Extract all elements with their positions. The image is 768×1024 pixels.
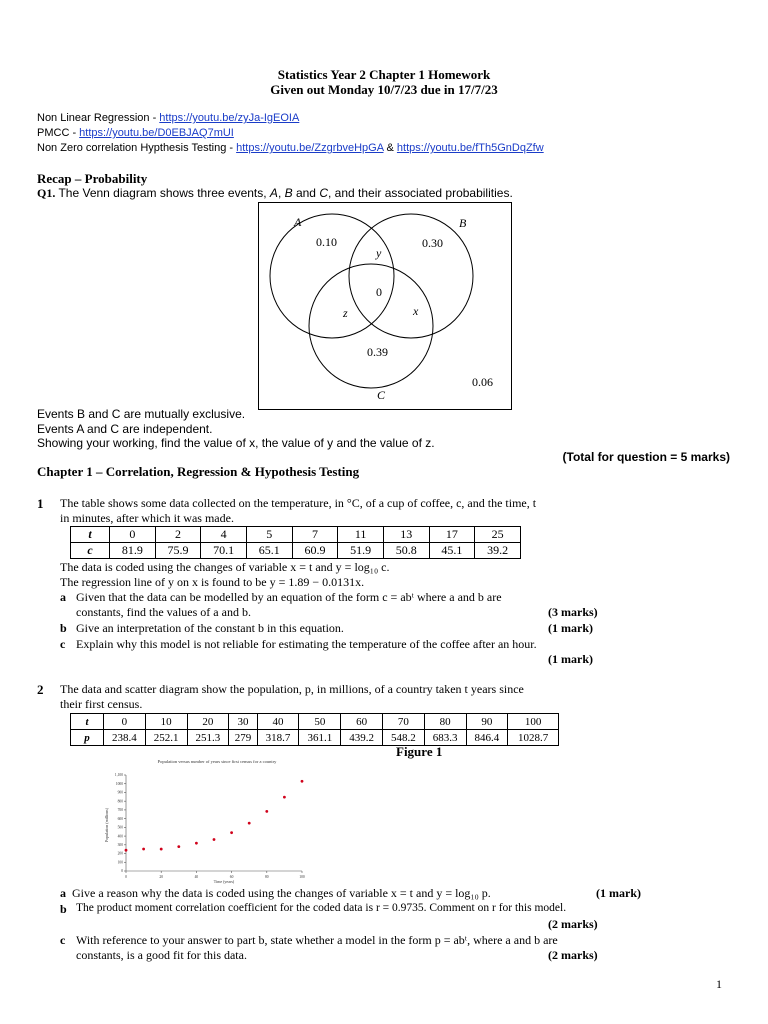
q1-c-marks: (1 mark): [548, 652, 593, 666]
chapter-heading: Chapter 1 – Correlation, Regression & Hypothesis Testing: [37, 464, 360, 479]
q1-regression-line: The regression line of y on x is found to be y = 1.89 − 0.0131x.: [60, 575, 365, 589]
q1-number: 1: [37, 496, 44, 511]
x-tick-label: 80: [265, 875, 269, 879]
q1-c-text: Explain why this model is not reliable for estimating the temperature of the coffee after an hour.: [76, 637, 537, 651]
table-row-c: c 81.9 75.9 70.1 65.1 60.9 51.9 50.8 45.1 39.2: [71, 543, 521, 559]
q1-b-text: Give an interpretation of the constant b in this equation.: [76, 621, 344, 635]
y-tick-label: 300: [117, 843, 123, 848]
link-nonlinear-regression[interactable]: https://youtu.be/zyJa-IgEOIA: [159, 112, 300, 124]
recap-question: Q1. The Venn diagram shows three events, A, B and C, and their associated probabilities.: [37, 186, 513, 200]
q2-intro-1: The data and scatter diagram show the population, p, in millions, of a country taken t years since: [60, 682, 524, 696]
recap-line-2: Events A and C are independent.: [37, 422, 213, 436]
venn-diagram: [258, 202, 512, 410]
venn-z: z: [343, 306, 348, 320]
x-tick-label: 40: [194, 875, 199, 879]
data-point: [248, 822, 251, 825]
q1-a-text-2: constants, find the values of a and b.: [76, 605, 251, 619]
y-tick-label: 600: [117, 816, 123, 821]
chart-title: Population versus number of years since first census for a country: [157, 759, 277, 764]
venn-c-only: 0.39: [367, 345, 388, 359]
q2-a-label: a: [60, 886, 66, 900]
recap-line-1: Events B and C are mutually exclusive.: [37, 407, 246, 421]
q2-b-marks: (2 marks): [548, 917, 598, 931]
q1-a-label: a: [60, 590, 66, 604]
x-tick-label: 20: [159, 875, 163, 879]
q2-b-label: b: [60, 902, 67, 916]
y-tick-label: 200: [117, 851, 123, 856]
q2-a-marks: (1 mark): [596, 886, 641, 900]
q2-a-text: Give a reason why the data is coded using the changes of variable x = t and y = log₁₀ p.: [72, 886, 491, 900]
data-point: [177, 845, 180, 848]
venn-center: 0: [376, 285, 382, 299]
q2-c-label: c: [60, 933, 66, 947]
q2-number: 2: [37, 682, 44, 697]
y-tick-label: 900: [117, 790, 123, 795]
link-nzc-1[interactable]: https://youtu.be/ZzgrbveHpGA: [236, 142, 384, 154]
venn-label-c: C: [377, 388, 386, 402]
venn-a-only: 0.10: [316, 235, 337, 249]
venn-label-b: B: [459, 216, 467, 230]
venn-circle-b: [349, 214, 473, 338]
venn-circle-a: [270, 214, 394, 338]
table-row-t: t 0 2 4 5 7 11 13 17 25: [71, 527, 521, 543]
scatter-svg: [104, 755, 324, 885]
chart-points: [125, 780, 304, 852]
recap-total: (Total for question = 5 marks): [562, 450, 730, 464]
q2-c-text-2: constants, is a good fit for this data.: [76, 948, 247, 962]
q1-intro-1: The table shows some data collected on the temperature, in °C, of a cup of coffee, c, and the time, t: [60, 496, 537, 510]
y-tick-label: 1,100: [114, 773, 123, 778]
link-line-nlr: Non Linear Regression - https://youtu.be/zyJa-IgEOIA: [37, 112, 300, 124]
page-title: Statistics Year 2 Chapter 1 Homework: [277, 67, 491, 82]
x-tick-label: 0: [125, 875, 127, 879]
data-point: [265, 810, 268, 813]
q1-c-label: c: [60, 637, 66, 651]
y-tick-label: 1000: [115, 781, 123, 786]
venn-label-a: A: [294, 215, 302, 229]
data-point: [283, 796, 286, 799]
data-point: [125, 849, 128, 852]
y-tick-label: 500: [117, 825, 123, 830]
q1-b-marks: (1 mark): [548, 621, 593, 635]
chart-xlabel: Time (years): [213, 879, 235, 884]
y-tick-label: 100: [117, 860, 123, 865]
data-point: [213, 838, 216, 841]
data-point: [160, 848, 163, 851]
venn-x: x: [413, 304, 419, 318]
q1-coded: The data is coded using the changes of variable x = t and y = log₁₀ c.: [60, 560, 390, 574]
q1-b-label: b: [60, 621, 67, 635]
q2-intro-2: their first census.: [60, 697, 143, 711]
x-tick-label: 60: [229, 875, 234, 879]
link-pmcc[interactable]: https://youtu.be/D0EBJAQ7mUI: [79, 127, 234, 139]
q1-intro-2: in minutes, after which it was made.: [60, 511, 234, 525]
data-point: [195, 842, 198, 845]
link-nzc-2[interactable]: https://youtu.be/fTh5GnDqZfw: [396, 142, 544, 154]
data-point: [142, 848, 145, 851]
venn-circle-c: [309, 264, 433, 388]
data-point: [301, 780, 304, 783]
scatter-chart: [104, 755, 324, 885]
q2-c-text-1: With reference to your answer to part b, state whether a model in the form p = abᵗ, where a and b are: [76, 933, 558, 947]
recap-line-3: Showing your working, find the value of x, the value of y and the value of z.: [37, 436, 435, 450]
q2-data-table: [70, 713, 559, 746]
q1-a-text-1: Given that the data can be modelled by an equation of the form c = abᵗ where a and b are: [76, 590, 502, 604]
page-subtitle: Given out Monday 10/7/23 due in 17/7/23: [270, 82, 498, 97]
q2-b-text: The product moment correlation coefficient for the coded data is r = 0.9735. Comment on r for this model.: [76, 902, 567, 914]
table-row-t: t 0 10 20 30 40 50 60 70 80 90 100: [71, 714, 559, 730]
q2-c-marks: (2 marks): [548, 948, 598, 962]
y-tick-label: 800: [117, 799, 123, 804]
recap-heading: Recap – Probability: [37, 171, 148, 186]
table-row-p: p 238.4 252.1 251.3 279 318.7 361.1 439.2 548.2 683.3 846.4 1028.7: [71, 730, 559, 746]
q1-data-table: [70, 526, 521, 559]
link-line-pmcc: PMCC - https://youtu.be/D0EBJAQ7mUI: [37, 127, 234, 139]
y-tick-label: 700: [117, 808, 123, 813]
venn-outside: 0.06: [472, 375, 493, 389]
figure-label: Figure 1: [396, 744, 443, 759]
x-tick-label: 100: [299, 875, 305, 879]
y-tick-label: 400: [117, 834, 123, 839]
y-tick-label: 0: [121, 869, 123, 874]
chart-axes: [115, 773, 305, 879]
page-number: 1: [716, 977, 722, 991]
q1-a-marks: (3 marks): [548, 605, 598, 619]
link-line-nzc: Non Zero correlation Hypthesis Testing - https://youtu.be/ZzgrbveHpGA & https://youtu.be/fTh5GnDqZfw: [37, 142, 544, 154]
venn-b-only: 0.30: [422, 236, 443, 250]
chart-ylabel: Population (millions): [104, 807, 109, 843]
venn-y: y: [376, 246, 382, 260]
data-point: [230, 831, 233, 834]
